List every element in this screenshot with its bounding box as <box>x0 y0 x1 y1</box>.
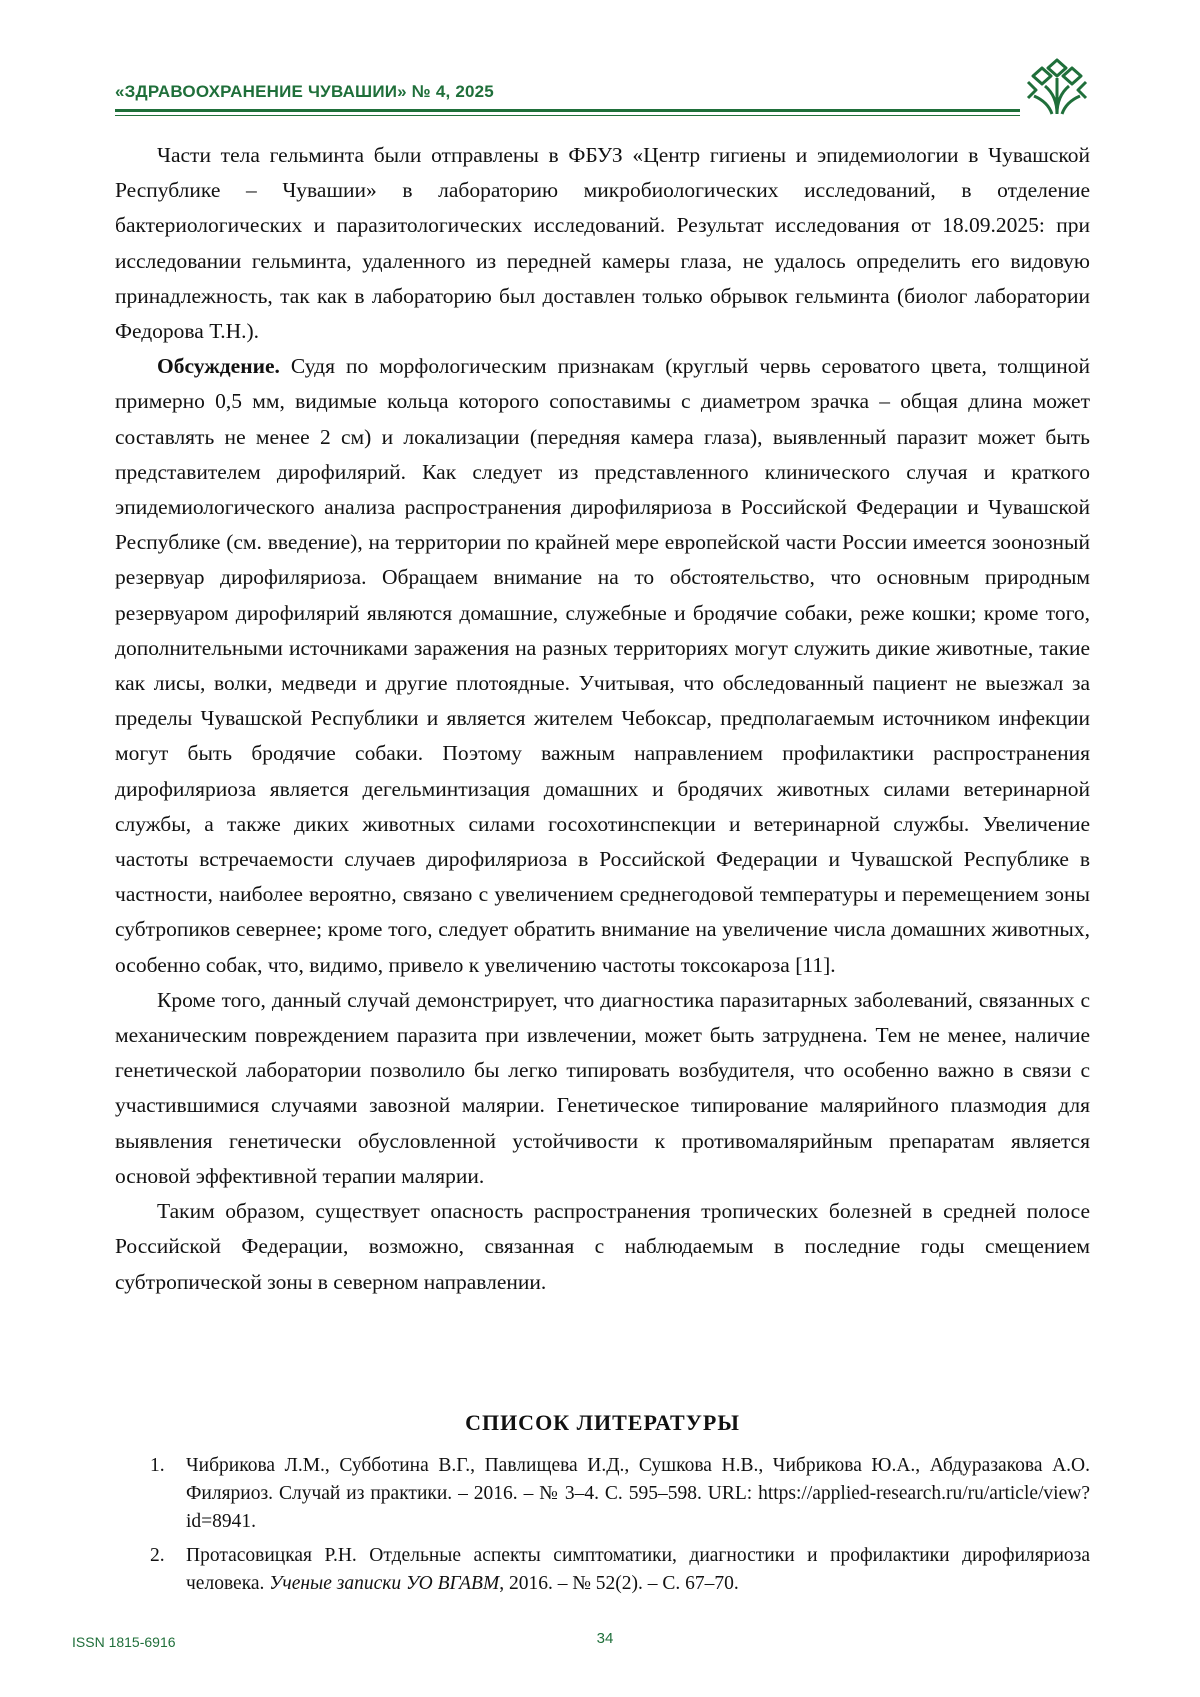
reference-number: 2. <box>150 1545 165 1566</box>
reference-text-tail: , 2016. – № 52(2). – С. 67–70. <box>499 1573 739 1594</box>
references-heading: СПИСОК ЛИТЕРАТУРЫ <box>465 1410 740 1435</box>
reference-item <box>150 1542 1090 1598</box>
discussion-text: Судя по морфологическим признакам (круглый червь сероватого цвета, толщиной примерно 0,5 мм, видимые кольца которого сопоставимы с диаметром зрачка – общая длина может составлять не менее 2 см) и локализации (передняя камера глаза), выявленный паразит может быть представителем дирофилярий. Как следует из представленного клинического случая и краткого эпидемиологического анализа распространения дирофиляриоза в Российской Федерации и Чувашской Республике (см. введение), на территории по крайней мере европейской части России имеется зоонозный резервуар дирофиляриоза. Обращаем внимание на то обстоятельство, что основным природным резервуаром дирофилярий являются домашние, служебные и бродячие собаки, реже кошки; кроме того, дополнительными источниками заражения на разных территориях могут служить дикие животные, такие как лисы, волки, медведи и другие плотоядные. Учитывая, что обследованный пациент не выезжал за пределы Чувашской Республики и является жителем Чебоксар, предполагаемым источником инфекции могут быть бродячие собаки. Поэтому важным направлением профилактики распространения дирофиляриоза является дегельминтизация домашних и бродячих животных силами ветеринарной службы, а также диких животных силами госохотинспекции и ветеринарной службы. Увеличение частоты встречаемости случаев дирофиляриоза в Российской Федерации и Чувашской Республике в частности, наиболее вероятно, связано с увеличением среднегодовой температуры и перемещением зоны субтропиков севернее; кроме того, следует обратить внимание на увеличение числа домашних животных, особенно собак, что, видимо, привело к увеличению частоты токсокароза [11]. <box>115 354 1090 977</box>
article-body <box>115 138 1090 1300</box>
journal-title: «ЗДРАВООХРАНЕНИЕ ЧУВАШИИ» № 4, 2025 <box>115 82 494 101</box>
page-header <box>115 78 1090 118</box>
reference-text: Чибрикова Л.М., Субботина В.Г., Павлищева И.Д., Сушкова Н.В., Чибрикова Ю.А., Абдуразакова А.О. Филяриоз. Случай из практики. – 2016. – № 3–4. С. 595–598. URL: https://applied-research.ru/ru/article/view?id=8941. <box>186 1455 1090 1532</box>
reference-item <box>150 1452 1090 1536</box>
discussion-heading: Обсуждение. <box>157 354 280 379</box>
reference-number: 1. <box>150 1455 165 1476</box>
footer-issn: ISSN 1815-6916 <box>72 1634 176 1650</box>
reference-text: Протасовицкая Р.Н. Отдельные аспекты симптоматики, диагностики и профилактики дирофиляриоза человека. <box>186 1545 1090 1594</box>
paragraph-diagnostics: Кроме того, данный случай демонстрирует, что диагностика паразитарных заболеваний, связанных с механическим повреждением паразита при извлечении, может быть затруднена. Тем не менее, наличие генетической лаборатории позволило бы легко типировать возбудителя, что особенно важно в связи с участившимися случаями завозной малярии. Генетическое типирование малярийного плазмодия для выявления генетически обусловленной устойчивости к противомалярийным препаратам является основой эффективной терапии малярии. <box>115 987 1090 1188</box>
reference-journal: Ученые записки УО ВГАВМ <box>269 1573 500 1594</box>
chuvash-tree-emblem-icon <box>1022 56 1092 116</box>
paragraph-discussion <box>115 349 1090 983</box>
header-divider-thin <box>115 115 1020 116</box>
references-list <box>150 1452 1090 1604</box>
paragraph-lab-results: Части тела гельминта были отправлены в ФБУЗ «Центр гигиены и эпидемиологии в Чувашской Республике – Чувашии» в лабораторию микробиологических исследований, в отделение бактериологических и паразитологических исследований. Результат исследования от 18.09.2025: при исследовании гельминта, удаленного из передней камеры глаза, не удалось определить его видовую принадлежность, так как в лабораторию был доставлен только обрывок гельминта (биолог лаборатории Федорова Т.Н.). <box>115 143 1090 344</box>
header-divider <box>115 109 1020 112</box>
paragraph-conclusion: Таким образом, существует опасность распространения тропических болезней в средней полосе Российской Федерации, возможно, связанная с наблюдаемым в последние годы смещением субтропической зоны в северном направлении. <box>115 1199 1090 1294</box>
page-number: 34 <box>596 1630 614 1647</box>
